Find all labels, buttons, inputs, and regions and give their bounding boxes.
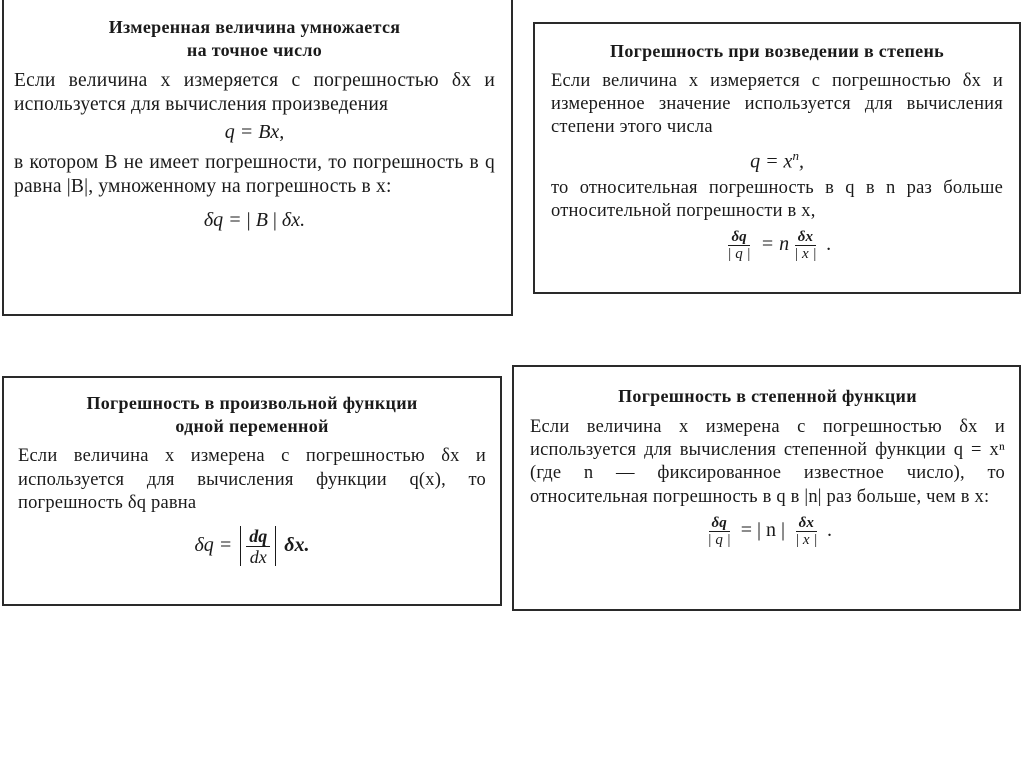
box-multiplication-by-exact-number bbox=[2, 0, 513, 316]
box4-fraction2-denominator: | x | bbox=[795, 531, 818, 548]
box4-formula bbox=[530, 515, 1005, 548]
box3-abs-bar-right bbox=[275, 526, 276, 566]
box4-formula-end: . bbox=[822, 518, 833, 541]
box3-fraction-numerator: dq bbox=[246, 526, 270, 547]
box4-fraction-dq-q bbox=[705, 515, 734, 548]
box4-formula-equals: = | n | bbox=[735, 518, 791, 541]
box2-formula1-exponent: n bbox=[792, 148, 799, 163]
box3-formula-left: δq = bbox=[194, 533, 238, 556]
box2-formula1-end: , bbox=[798, 150, 804, 173]
box3-formula bbox=[18, 526, 486, 567]
box4-fraction1-denominator: | q | bbox=[707, 531, 731, 548]
box2-fraction2-denominator: | x | bbox=[794, 245, 817, 262]
box4-title: Погрешность в степенной функции bbox=[618, 386, 917, 406]
box2-formula1-base: q = x bbox=[750, 150, 793, 173]
box2-fraction2-numerator: δx bbox=[795, 229, 816, 246]
box3-title-line1: Погрешность в произвольной функции bbox=[86, 393, 418, 413]
box2-formula2-equals: = n bbox=[755, 232, 790, 255]
box3-fraction-dq-dx bbox=[246, 526, 270, 567]
box-error-in-power bbox=[533, 22, 1021, 294]
box1-formula1: q = Bx, bbox=[224, 121, 285, 143]
box4-fraction2-numerator: δx bbox=[796, 515, 817, 532]
box3-abs-bar-left bbox=[240, 526, 241, 566]
box1-formula2-right: δx. bbox=[276, 209, 306, 231]
box1-paragraph2: в котором B не имеет погрешности, то погрешность в q равна |B|, умноженному на погрешность в x: bbox=[14, 152, 495, 197]
box2-fraction1-denominator: | q | bbox=[727, 245, 751, 262]
box3-fraction-denominator: dx bbox=[249, 546, 267, 567]
box4-fraction1-numerator: δq bbox=[709, 515, 730, 532]
box1-formula2 bbox=[14, 207, 495, 233]
box1-formula2-bar-left: | bbox=[246, 209, 251, 231]
box-power-function bbox=[512, 365, 1021, 611]
box1-formula2-mid: B bbox=[250, 209, 273, 231]
box3-formula-right: δx. bbox=[279, 533, 310, 556]
box2-fraction-dq-q bbox=[724, 229, 753, 262]
box1-title-line1: Измеренная величина умножается bbox=[108, 17, 401, 37]
box2-formula1 bbox=[551, 143, 1003, 175]
box3-title-line2: одной переменной bbox=[175, 416, 329, 436]
box2-paragraph1: Если величина x измеряется с погрешностью δx и измеренное значение используется для вычисления степени этого числа bbox=[551, 71, 1003, 137]
box1-formula2-left: δq = bbox=[203, 209, 247, 231]
box2-fraction1-numerator: δq bbox=[728, 229, 749, 246]
box4-fraction-dx-x bbox=[792, 515, 820, 548]
box-arbitrary-function bbox=[2, 376, 502, 606]
box2-fraction-dx-x bbox=[791, 229, 819, 262]
box2-paragraph2: то относительная погрешность в q в n раз больше относительной погрешности в x, bbox=[551, 177, 1003, 221]
box2-formula2-end: . bbox=[821, 232, 832, 255]
box1-formula2-bar-right: | bbox=[272, 209, 277, 231]
box1-title-line2: на точное число bbox=[186, 40, 323, 60]
box2-formula2 bbox=[551, 229, 1003, 262]
box1-paragraph1: Если величина x измеряется с погрешностью δx и используется для вычисления произведения bbox=[14, 70, 495, 115]
box3-paragraph1: Если величина x измерена с погрешностью δx и используется для вычисления функции q(x), то погрешность δq равна bbox=[18, 446, 486, 513]
box4-paragraph1: Если величина x измерена с погрешностью δx и используется для вычисления степенной функции q = xⁿ (где n — фиксированное известное число), то относительная погрешность в q в |n| раз больше, чем в x: bbox=[530, 417, 1005, 507]
box1-title bbox=[14, 16, 495, 62]
box3-title bbox=[18, 392, 486, 438]
box2-title: Погрешность при возведении в степень bbox=[610, 41, 944, 61]
